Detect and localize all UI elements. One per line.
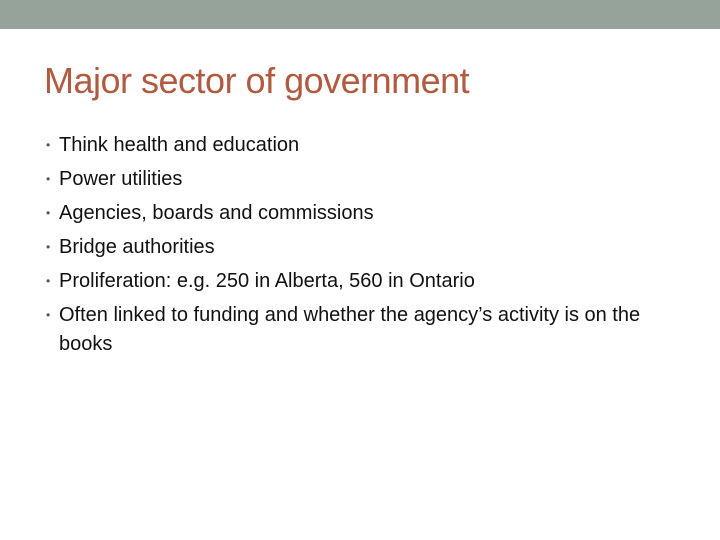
list-item bbox=[46, 165, 676, 194]
list-item bbox=[46, 301, 676, 359]
bullet-dot-icon: • bbox=[46, 206, 51, 220]
bullet-text: Proliferation: e.g. 250 in Alberta, 560 in Ontario bbox=[59, 270, 475, 292]
bullet-text: Agencies, boards and commissions bbox=[59, 202, 374, 224]
bullet-text: Bridge authorities bbox=[59, 236, 215, 258]
list-item bbox=[46, 233, 676, 262]
list-item bbox=[46, 131, 676, 160]
list-item bbox=[46, 199, 676, 228]
bullet-dot-icon: • bbox=[46, 172, 51, 186]
bullet-text: Power utilities bbox=[59, 168, 183, 190]
bullet-list bbox=[46, 131, 676, 364]
bullet-text: Often linked to funding and whether the agency’s activity is on the books bbox=[59, 304, 641, 355]
bullet-dot-icon: • bbox=[46, 308, 51, 322]
slide-header-bar bbox=[0, 0, 720, 29]
slide-title: Major sector of government bbox=[44, 60, 470, 101]
bullet-dot-icon: • bbox=[46, 138, 51, 152]
bullet-text: Think health and education bbox=[59, 134, 300, 156]
bullet-dot-icon: • bbox=[46, 240, 51, 254]
list-item bbox=[46, 267, 676, 296]
bullet-dot-icon: • bbox=[46, 274, 51, 288]
